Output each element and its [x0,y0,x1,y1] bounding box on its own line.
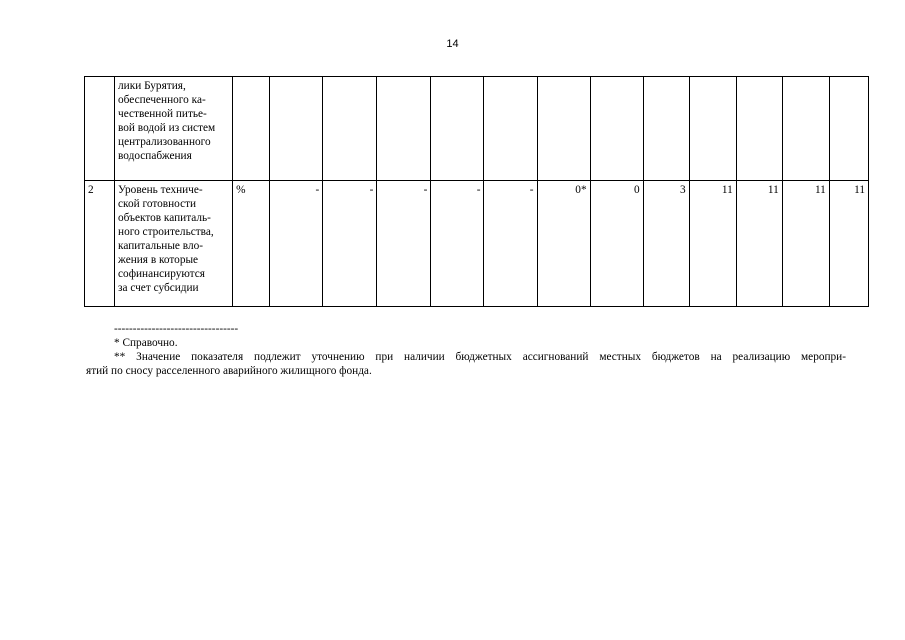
table-row [85,77,869,181]
row-number-cell [85,77,115,181]
row-number-cell: 2 [85,181,115,307]
value-cell: - [323,181,377,307]
value-cell: 11 [736,181,782,307]
value-cell [270,77,323,181]
value-cell [484,77,537,181]
value-cell: 11 [829,181,868,307]
value-cell [736,77,782,181]
value-cell: - [484,181,537,307]
value-cell: 3 [643,181,689,307]
table-row [85,181,869,307]
value-cell: - [431,181,484,307]
value-cell [431,77,484,181]
footnote-reference: * Справочно. [114,337,178,349]
value-cell [377,77,431,181]
value-cell: 0 [590,181,643,307]
value-cell: - [270,181,323,307]
indicator-name-cell: лики Бурятия, обеспеченного ка- чественной питье- вой водой из систем централизованного водоспабжения [115,77,233,181]
value-cell: 11 [689,181,736,307]
value-cell [782,77,829,181]
value-cell: 11 [782,181,829,307]
value-cell [829,77,868,181]
footnote-clarification-line2: ятий по сносу расселенного аварийного жилищного фонда. [86,365,372,377]
value-cell [590,77,643,181]
value-cell: - [377,181,431,307]
value-cell [537,77,590,181]
value-cell [323,77,377,181]
unit-cell: % [233,181,270,307]
unit-cell [233,77,270,181]
footnotes [86,322,846,378]
indicators-table [84,76,869,307]
indicator-name-cell: Уровень техниче- ской готовности объектов капиталь- ного строительства, капитальные вло- жения в которые софинансируются за счет субсидии [115,181,233,307]
value-cell: 0* [537,181,590,307]
footnote-separator: --------------------------------- [114,323,239,335]
value-cell [643,77,689,181]
page-number: 14 [446,38,459,50]
footnote-clarification-line1: ** Значение показателя подлежит уточнению при наличии бюджетных ассигнований местных бюджетов на реализацию меропри- [114,351,846,363]
value-cell [689,77,736,181]
